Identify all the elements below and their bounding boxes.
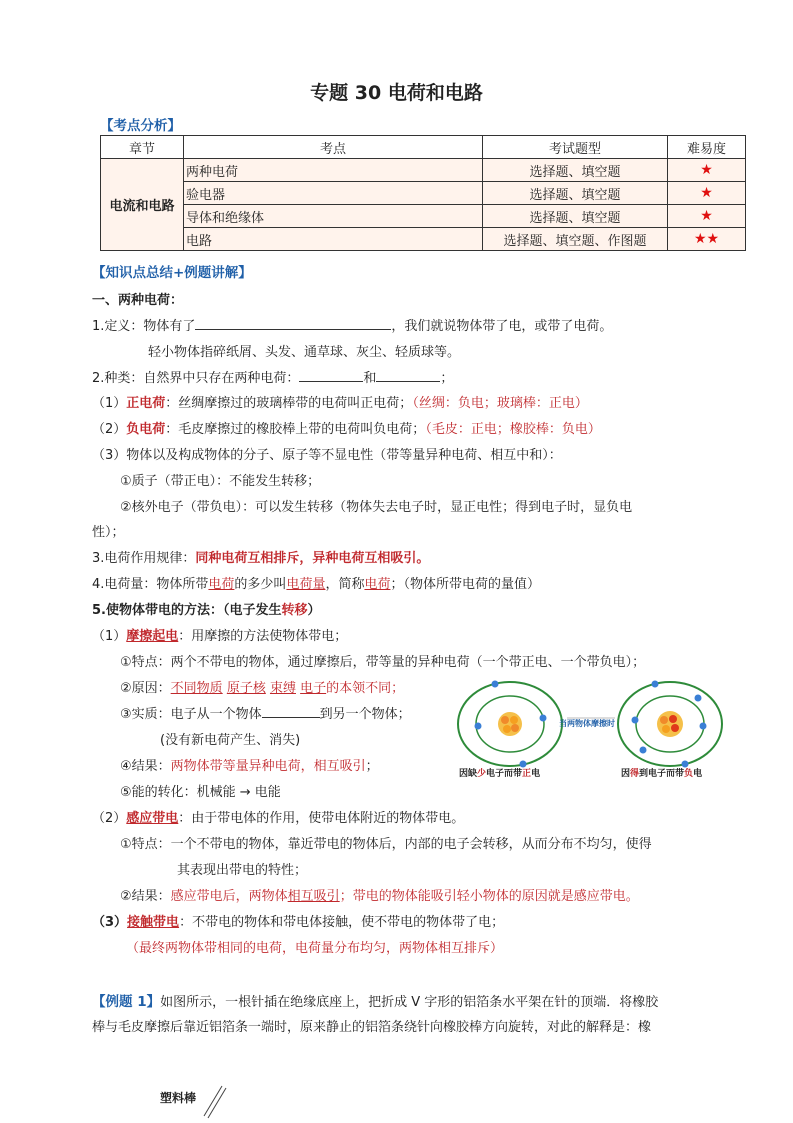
induction-feature: ①特点：一个不带电的物体，靠近带电的物体后，内部的电子会转移，从而分布不均匀，使得 — [120, 837, 652, 852]
text: 3.电荷作用规律： — [92, 551, 196, 566]
text: ：用摩擦的方法使物体带电； — [178, 629, 348, 644]
text: 和 — [363, 371, 377, 386]
table-cell: 选择题、填空题、作图题 — [483, 228, 668, 251]
diagram-right-caption — [621, 766, 702, 779]
text: ③实质：电子从一个物体 — [120, 707, 262, 722]
text: 如图所示，一根针插在绝缘底座上，把折成 V 字形的铝箔条水平架在针的顶端．将橡胶 — [160, 995, 659, 1010]
positive-charge-line — [92, 392, 588, 411]
table-cell: 选择题、填空题 — [483, 182, 668, 205]
friction-result — [120, 755, 379, 774]
table-cell: 选择题、填空题 — [483, 159, 668, 182]
energy-conversion: ⑤能的转化：机械能 → 电能 — [120, 785, 281, 800]
fill-blank — [376, 368, 440, 382]
term: 转移 — [281, 603, 308, 618]
atom-diagram — [455, 680, 730, 785]
note: （丝绸：负电；玻璃棒：正电） — [412, 396, 588, 411]
text: ； — [440, 371, 454, 386]
answer: 束缚 — [269, 681, 296, 696]
term: 感应带电 — [126, 811, 179, 826]
electron-line-cont: 性）； — [92, 525, 125, 540]
term: 接触带电 — [127, 915, 180, 930]
text: ：不带电的物体和带电体接触，使不带电的物体带了电； — [179, 915, 505, 930]
definition-line — [92, 315, 612, 334]
text: 到另一个物体； — [319, 707, 411, 722]
types-line — [92, 367, 453, 386]
plastic-rod-figure — [200, 1082, 230, 1122]
table-cell: 导体和绝缘体 — [184, 205, 483, 228]
text: ②结果： — [120, 889, 171, 904]
table-cell: 验电器 — [184, 182, 483, 205]
text: ：毛皮摩擦过的橡胶棒上带的电荷叫负电荷； — [165, 422, 426, 437]
difficulty-stars: ★ — [668, 205, 746, 228]
section-analysis: 【考点分析】 — [100, 118, 181, 134]
table-cell: 选择题、填空题 — [483, 205, 668, 228]
induction-result — [120, 885, 639, 904]
table-cell: 两种电荷 — [184, 159, 483, 182]
chapter-cell: 电流和电路 — [101, 159, 184, 251]
answer: 不同物质 — [170, 681, 223, 696]
note: （毛皮：正电；橡胶棒：负电） — [425, 422, 601, 437]
fill-blank — [195, 316, 391, 330]
text: 到电子而带 — [639, 769, 685, 779]
answer: 电荷 — [208, 577, 235, 592]
light-objects-line: 轻小物体指碎纸屑、头发、通草球、灰尘、轻质球等。 — [148, 345, 461, 360]
text: ；（物体所带电荷的量值） — [390, 577, 540, 592]
answer: 电子 — [300, 681, 327, 696]
text: （2） — [92, 422, 127, 437]
neutral-line: （3）物体以及构成物体的分子、原子等不显电性（带等量异种电荷、相互中和）： — [92, 448, 562, 463]
text: ，我们就说物体带了电，或带了电荷。 — [391, 319, 613, 334]
text: ，简称 — [325, 577, 365, 592]
text: 5.使物体带电的方法：（电子发生 — [92, 603, 282, 618]
text: 2.种类：自然界中只存在两种电荷： — [92, 371, 300, 386]
induction-feature-cont: 其表现出带电的特性； — [177, 863, 308, 878]
electron-line: ②核外电子（带负电）：可以发生转移（物体失去电子时，显正电性；得到电子时，显负电 — [120, 500, 633, 515]
negative-charge-line — [92, 418, 601, 437]
text: 的多少叫 — [234, 577, 287, 592]
text: ②原因： — [120, 681, 171, 696]
figure-label-plastic-rod: 塑料棒 — [160, 1091, 197, 1105]
answer: 感应带电后，两物体 — [170, 889, 288, 904]
text: 得 — [630, 769, 640, 779]
text: 负 — [684, 769, 694, 779]
text: （1） — [92, 396, 127, 411]
friction-feature: ①特点：两个不带电的物体，通过摩擦后，带等量的异种电荷（一个带正电、一个带负电）； — [120, 655, 646, 670]
answer: 电荷 — [364, 577, 391, 592]
answer: 两物体带等量异种电荷，相互吸引 — [170, 759, 366, 774]
answer: 电荷量 — [286, 577, 326, 592]
page-title: 专题 30 电荷和电路 — [310, 82, 483, 104]
text: 因 — [621, 769, 631, 779]
answer: 相互吸引 — [287, 889, 340, 904]
text: （2） — [92, 811, 127, 826]
text: 1.定义：物体有了 — [92, 319, 196, 334]
text: 电 — [531, 769, 541, 779]
difficulty-stars: ★ — [668, 182, 746, 205]
difficulty-stars: ★ — [668, 159, 746, 182]
induction-heading — [92, 807, 464, 826]
text: ：丝绸摩擦过的玻璃棒带的电荷叫正电荷； — [165, 396, 413, 411]
diagram-middle-label: 当两物体摩擦时 — [559, 719, 615, 728]
text: （1） — [92, 629, 127, 644]
text: 电 — [693, 769, 703, 779]
text: 4.电荷量：物体所带 — [92, 577, 209, 592]
example-label: 【例题 1】 — [92, 994, 161, 1010]
text: ） — [307, 603, 321, 618]
proton-line: ①质子（带正电）：不能发生转移； — [120, 474, 321, 489]
example-1-line1 — [92, 990, 658, 1010]
contact-note: （最终两物体带相同的电荷，电荷量分布均匀，两物体相互排斥） — [126, 941, 504, 956]
term: 正电荷 — [126, 396, 166, 411]
methods-heading — [92, 599, 321, 618]
law: 同种电荷互相排斥，异种电荷互相吸引。 — [195, 551, 430, 566]
charge-quantity-line — [92, 573, 540, 592]
term: 摩擦起电 — [126, 629, 179, 644]
table-header: 考试题型 — [483, 136, 668, 159]
text: 因缺 — [459, 769, 478, 779]
section-summary: 【知识点总结+例题讲解】 — [92, 265, 252, 281]
fill-blank — [299, 368, 363, 382]
no-new-charge: (没有新电荷产生、消失) — [160, 733, 301, 748]
contact-heading — [92, 911, 504, 930]
text: （3） — [92, 915, 128, 930]
diagram-left-caption — [459, 766, 540, 779]
friction-essence — [120, 703, 411, 722]
term: 负电荷 — [126, 422, 166, 437]
text: ：由于带电体的作用，使带电体附近的物体带电。 — [178, 811, 465, 826]
table-cell: 电路 — [184, 228, 483, 251]
charge-law-line — [92, 547, 429, 566]
exam-point-table — [100, 135, 746, 251]
table-header: 难易度 — [668, 136, 746, 159]
table-header: 章节 — [101, 136, 184, 159]
answer: ；带电的物体能吸引轻小物体的原因就是感应带电。 — [339, 889, 639, 904]
text: 电子而带 — [486, 769, 523, 779]
text: ； — [365, 759, 379, 774]
heading-two-charges: 一、两种电荷： — [92, 293, 184, 308]
answer: 的本领不同； — [326, 681, 405, 696]
text: ④结果： — [120, 759, 171, 774]
friction-heading — [92, 625, 347, 644]
friction-cause — [120, 677, 404, 696]
example-1-line2: 棒与毛皮摩擦后靠近铝箔条一端时，原来静止的铝箔条绕针向橡胶棒方向旋转，对此的解释是：橡 — [92, 1020, 652, 1035]
table-header: 考点 — [184, 136, 483, 159]
text: 正 — [522, 769, 532, 779]
fill-blank — [262, 704, 320, 718]
answer: 原子核 — [226, 681, 266, 696]
difficulty-stars: ★★ — [668, 228, 746, 251]
text: 少 — [477, 769, 487, 779]
